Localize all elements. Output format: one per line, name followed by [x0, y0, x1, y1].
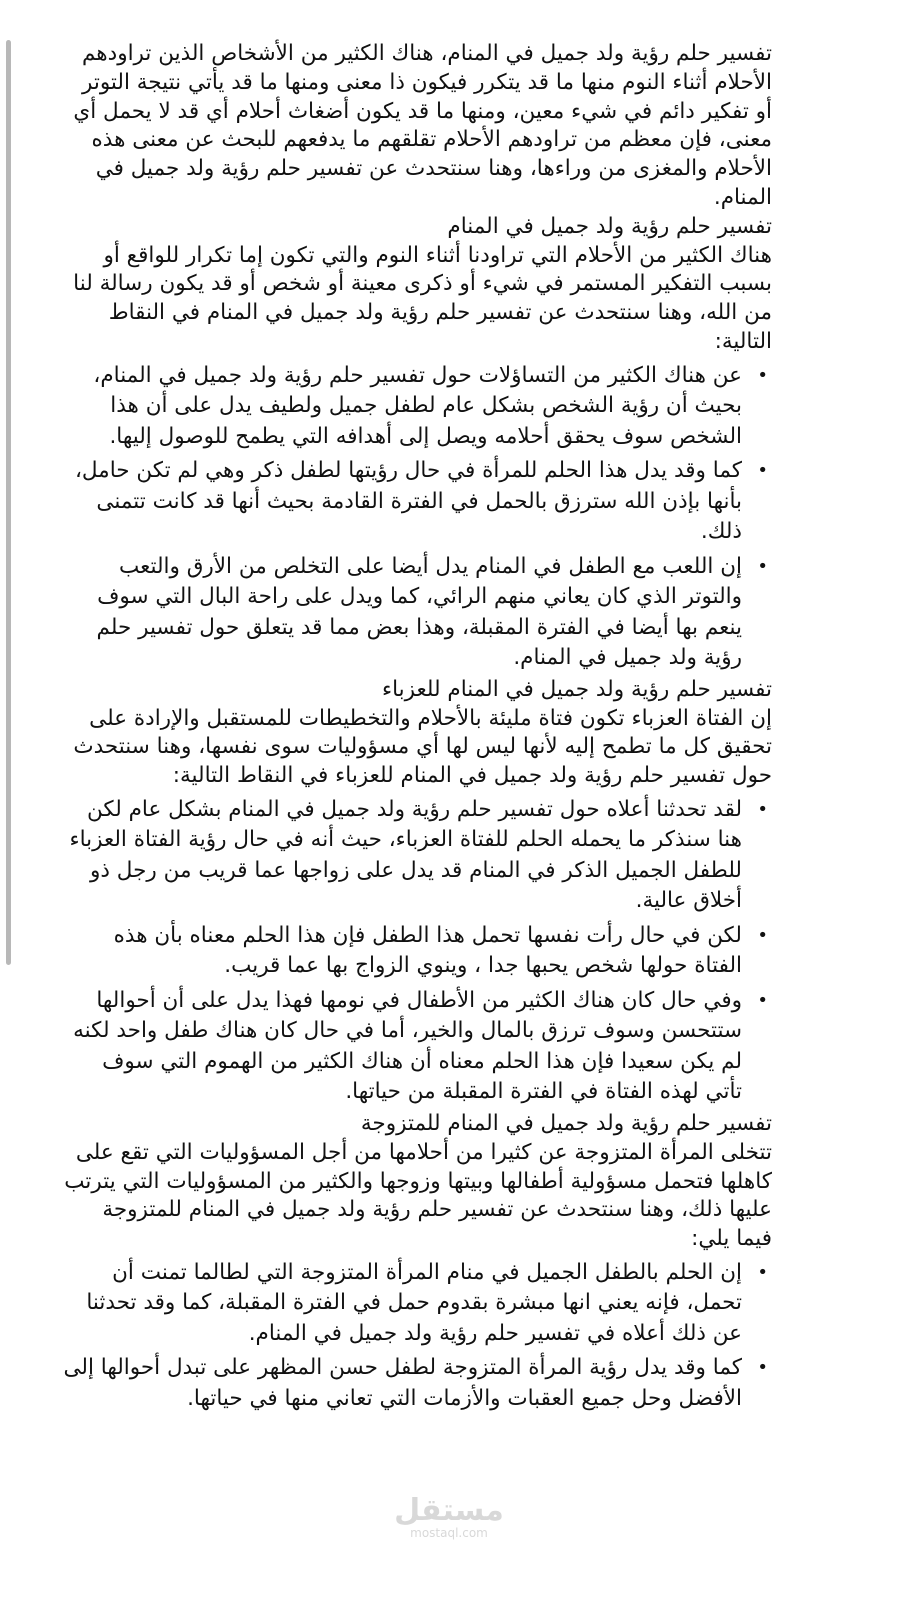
list-item-text: وفي حال كان هناك الكثير من الأطفال في نومها فهذا يدل على أن أحوالها ستتحسن وسوف ترزق بالمال والخير، أما في حال كان هناك طفل واحد لكنه لم يكن سعيدا فإن هذا الحلم معناه أن هناك الكثير من الهموم التي سوف تأتي لهذه الفتاة في الفترة المقبلة من حياتها. [73, 987, 742, 1105]
list-item-text: إن الحلم بالطفل الجميل في منام المرأة المتزوجة التي لطالما تمنت أن تحمل، فإنه يعني انها مبشرة بقدوم حمل في الفترة المقبلة، كما وقد تحدثنا عن ذلك أعلاه في تفسير حلم رؤية ولد جميل في المنام. [86, 1259, 742, 1346]
article-body [60, 40, 772, 1416]
intro-paragraph: تفسير حلم رؤية ولد جميل في المنام، هناك الكثير من الأشخاص الذين تراودهم الأحلام أثناء النوم منها ما قد يتكرر فيكون ذا معنى ومنها ما قد يأتي نتيجة التوتر أو تفكير دائم في شيء معين، ومنها ما قد يكون أضغاث أحلام أي قد لا يحمل أي معنى، فإن معظم من تراودهم الأحلام تقلقهم ما يدفعهم للبحث عن معنى هذه الأحلام والمغزى من وراءها، وهنا سنتحدث عن تفسير حلم رؤية ولد جميل في المنام. [73, 41, 772, 210]
list-item-text: لكن في حال رأت نفسها تحمل هذا الطفل فإن هذا الحلم معناه بأن هذه الفتاة حولها شخص يحبها جدا ، وينوي الزواج بها عما قريب. [113, 922, 742, 979]
list-item [60, 552, 772, 674]
bullet-icon: • [757, 1357, 768, 1379]
watermark-logo [384, 1493, 514, 1540]
married-paragraph: تتخلى المرأة المتزوجة عن كثيرا من أحلامها من أجل المسؤوليات التي تقع على كاهلها فتحمل مسؤولية أطفالها وبيتها وزوجها والكثير من المسؤوليات التي يترتب عليها ذلك، وهنا سنتحدث عن تفسير حلم رؤية ولد جميل في المنام للمتزوجة فيما يلي: [64, 1139, 772, 1252]
list-item-text: إن اللعب مع الطفل في المنام يدل أيضا على التخلص من الأرق والتعب والتوتر الذي كان يعاني منهم الرائي، كما ويدل على راحة البال التي سوف ينعم بها أيضا في الفترة المقبلة، وهذا بعض مما قد يتعلق حول تفسير حلم رؤية ولد جميل في المنام. [96, 553, 742, 671]
bullet-icon: • [757, 798, 768, 820]
list-item [60, 921, 772, 982]
bullet-icon: • [757, 989, 768, 1011]
bullet-icon: • [757, 460, 768, 482]
list-item [60, 1353, 772, 1414]
single-bullet-list [60, 795, 772, 1108]
list-item [60, 795, 772, 917]
section-heading-general: تفسير حلم رؤية ولد جميل في المنام [447, 213, 772, 239]
scrollbar[interactable] [6, 40, 11, 965]
watermark-url: mostaql.com [410, 1526, 488, 1540]
bullet-icon: • [757, 364, 768, 386]
bullet-icon: • [757, 555, 768, 577]
list-item-text: كما وقد يدل هذا الحلم للمرأة في حال رؤيتها لطفل ذكر وهي لم تكن حامل، بأنها بإذن الله سترزق بالحمل في الفترة القادمة بحيث أنها قد كانت تتمنى ذلك. [74, 458, 742, 545]
bullet-icon: • [757, 924, 768, 946]
married-bullet-list [60, 1258, 772, 1415]
section-heading-married: تفسير حلم رؤية ولد جميل في المنام للمتزوجة [360, 1110, 772, 1136]
section-heading-single: تفسير حلم رؤية ولد جميل في المنام للعزباء [382, 676, 772, 702]
general-paragraph: هناك الكثير من الأحلام التي تراودنا أثناء النوم والتي تكون إما تكرار للواقع أو بسبب التفكير المستمر في شيء أو ذكرى معينة أو شخص أو قد يكون رسالة لنا من الله، وهنا سنتحدث عن تفسير حلم رؤية ولد جميل في المنام في النقاط التالية: [73, 242, 772, 354]
list-item-text: كما وقد يدل رؤية المرأة المتزوجة لطفل حسن المظهر على تبدل أحوالها إلى الأفضل وحل جميع العقبات والأزمات التي تعاني منها في حياتها. [63, 1355, 742, 1411]
list-item [60, 456, 772, 548]
bullet-icon: • [757, 1261, 768, 1283]
list-item [60, 1258, 772, 1350]
list-item [60, 361, 772, 453]
list-item-text: عن هناك الكثير من التساؤلات حول تفسير حلم رؤية ولد جميل في المنام، بحيث أن رؤية الشخص بشكل عام لطفل جميل ولطيف يدل على أن هذا الشخص سوف يحقق أحلامه ويصل إلى أهدافه التي يطمح للوصول إليها. [93, 362, 742, 449]
list-item-text: لقد تحدثنا أعلاه حول تفسير حلم رؤية ولد جميل في المنام بشكل عام لكن هنا سنذكر ما يحمله الحلم للفتاة العزباء، حيث أنه في حال رؤية الفتاة العزباء للطفل الجميل الذكر في المنام قد يدل على زواجها عما قريب من رجل ذو أخلاق عالية. [69, 796, 742, 914]
general-bullet-list [60, 361, 772, 674]
watermark-logo-text: مستقل [394, 1493, 504, 1528]
list-item [60, 986, 772, 1108]
single-paragraph: إن الفتاة العزباء تكون فتاة مليئة بالأحلام والتخطيطات للمستقبل والإرادة على تحقيق كل ما تطمح إليه لأنها ليس لها أي مسؤوليات سوى نفسها، وهنا سنتحدث حول تفسير حلم رؤية ولد جميل في المنام للعزباء في النقاط التالية: [73, 705, 772, 789]
